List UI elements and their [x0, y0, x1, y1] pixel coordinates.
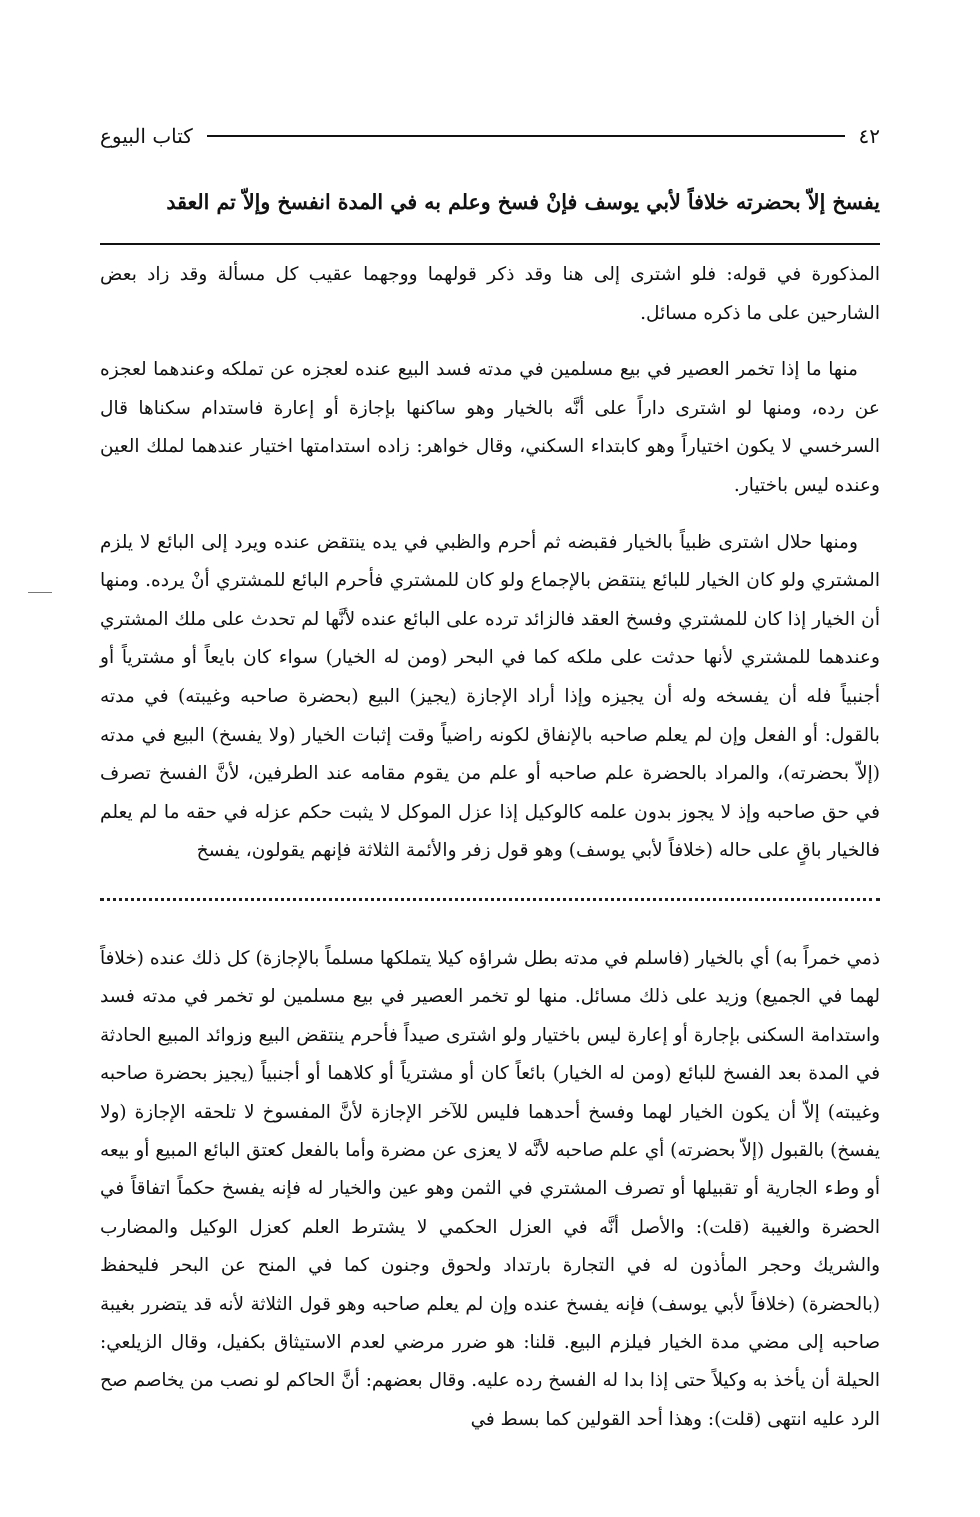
header-rule [207, 135, 845, 137]
commentary-bottom [100, 940, 880, 1439]
main-text-line: يفسخ إلاّ بحضرته خلافاً لأبي يوسف فإنْ فسخ وعلم به في المدة انفسخ وإلاّ تم العقد [166, 190, 880, 214]
commentary-paragraph: ومنها حلال اشترى ظبياً بالخيار فقبضه ثم أحرم والظبي في يده ينتقض عنده ويرد إلى البائع لا يلزم المشتري ولو كان الخيار للبائع ينتقض بالإجماع ولو كان للمشتري فأحرم البائع للمشتري أنْ يرده. ومنها أن الخيار إذا كان للمشتري وفسخ العقد فالزائد ترده على البائع عنده لأنَّها لم تحدث على ملك المشتري وعندهما للمشتري لأنها حدثت على ملكه كما في البحر (ومن له الخيار) سواء كان بايعاً أو مشترياً أو أجنبياً فله أن يفسخه وله أن يجيزه وإذا أراد الإجازة (يجيز) البيع (بحضرة صاحبه وغيبته) في مدته بالقول: أو الفعل وإن لم يعلم صاحبه بالإنفاق لكونه راضياً وقت إثبات الخيار (ولا يفسخ) البيع في مدته (إلاّ بحضرته)، والمراد بالحضرة علم صاحبه أو علم من يقوم مقامه عند الطرفين، لأنَّ الفسخ تصرف في حق صاحبه وإذ لا يجوز بدون علمه كالوكيل إذا عزل الموكل لا يثبت حكم عزله في حقه ما لم يعلم فالخيار باقٍ على حاله (خلافاً لأبي يوسف) وهو قول زفر والأئمة الثلاثة فإنهم يقولون، يفسخ [100, 531, 880, 862]
page-header [100, 118, 880, 154]
commentary-paragraph: ذمي خمراً به) أي بالخيار (فاسلم في مدته بطل شراؤه كيلا يتملكها مسلماً بالإجازة) كل ذلك عنده (خلافاً لهما في الجميع) وزيد على ذلك مسائل. منها لو تخمر العصير في بيع مسلمين لو تخمر في مدته فسد واستدامة السكنى بإجارة أو إعارة ليس باختيار ولو اشترى صيداً فأحرم ينتقض البيع وزوائد المبيع الحادثة في المدة بعد الفسخ للبائع (ومن له الخيار) بائعاً كان أو مشترياً أو كلاهما أو أجنبياً (يجيز بحضرة صاحبه وغيبته) إلاّ أن يكون الخيار لهما وفسخ أحدهما فليس للآخر الإجازة لأنَّ المفسوخ لا تلحقه الإجازة (ولا يفسخ) بالقبول (إلاّ بحضرته) أي علم صاحبه لأنَّه لا يعزى عن مضرة وأما بالفعل كعتق البائع المبيع أو بيعه أو وطء الجارية أو تقبيلها أو تصرف المشتري في الثمن وهو عين والخيار له فإنه يفسخ حكماً اتفاقاً في الحضرة والغيبة (قلت): والأصل أنَّه في العزل الحكمي لا يشترط العلم كعزل الوكيل والمضارب والشريك وحجر المأذون له في التجارة بارتداد ولحوق وجنون كما في المنح عن البحر فليحفظ (بالحضرة) (خلافاً لأبي يوسف) فإنه يفسخ عنده وإن لم يعلم صاحبه وهو قول الثلاثة لأنه قد يتضرر بغيبة صاحبه إلى مضي مدة الخيار فيلزم البيع. قلنا: هو ضرر مرضي لعدم الاستيثاق بكفيل، وقال الزيلعي: الحيلة أن يأخذ به وكيلاً حتى إذا بدا له الفسخ رده عليه. وقال بعضهم: أنَّ الحاكم لو نصب من يخاصم صح الرد عليه انتهى (قلت): وهذا أحد القولين كما بسط في [100, 948, 880, 1430]
margin-mark [28, 592, 52, 593]
dotted-separator [100, 898, 880, 921]
page-number: ٤٢ [858, 124, 880, 148]
main-text-divider [100, 243, 880, 245]
commentary-paragraph: منها ما إذا تخمر العصير في بيع مسلمين في مدته فسد البيع عنده لعجزه عن تملكه وعندهما لعجزه عن رده، ومنها لو اشترى داراً على أنَّه بالخيار وهو ساكنها بإجازة أو إعارة فاستدام سكناها قال السرخسي لا يكون اختياراً وهو كابتداء السكني، وقال خواهر: زاده استدامتها اختيار عندهما لملك العين وعنده ليس باختيار. [100, 359, 880, 496]
commentary-paragraph: المذكورة في قوله: فلو اشترى إلى هنا وقد ذكر قولهما ووجهما عقيب كل مسألة وقد زاد بعض الشارحين على ما ذكره مسائل. [100, 264, 880, 324]
commentary-top [100, 256, 880, 889]
book-title: كتاب البيوع [100, 124, 193, 148]
